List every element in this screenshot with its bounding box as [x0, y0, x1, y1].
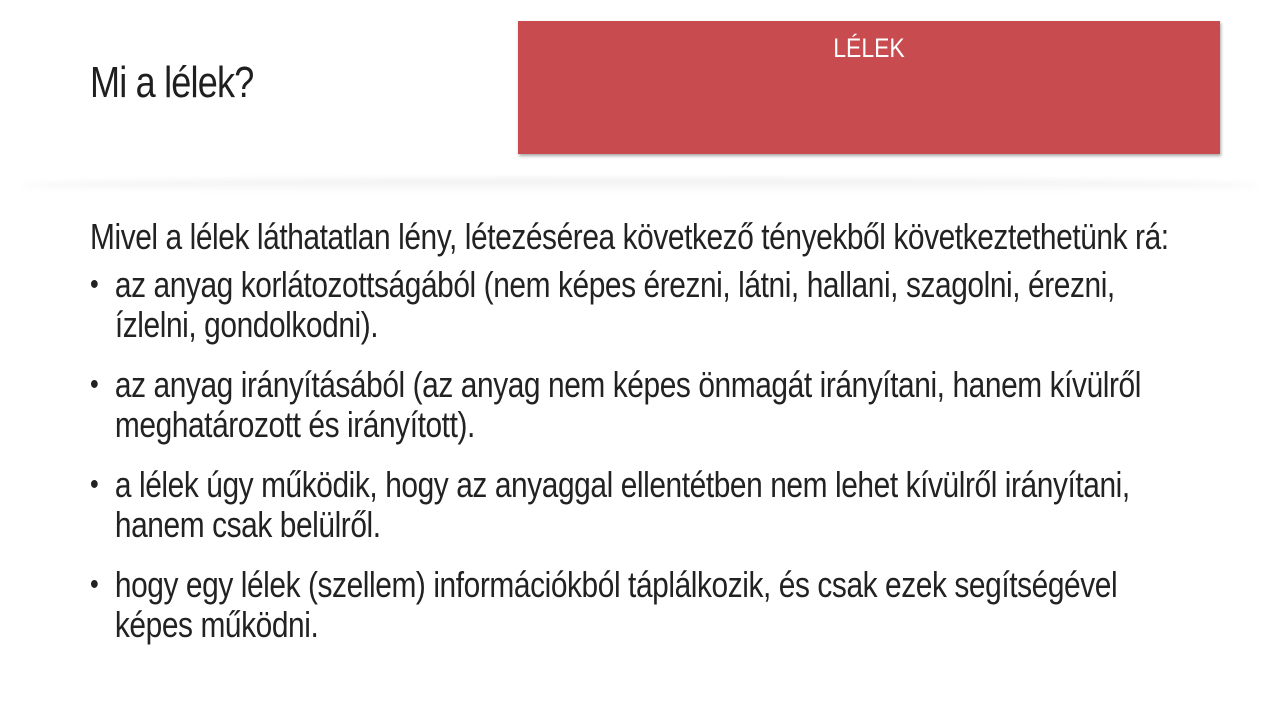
slide-content: [90, 217, 1186, 665]
header-divider-shadow: [20, 178, 1260, 192]
bullet-icon: •: [90, 268, 99, 301]
bullet-text: az anyag irányításából (az anyag nem képes önmagát irányítani, hanem kívülről meghatározott és irányított).: [114, 364, 1141, 445]
bullet-text: az anyag korlátozottságából (nem képes érezni, látni, hallani, szagolni, érezni, ízlelni, gondolkodni).: [114, 264, 1115, 345]
bullet-item: [90, 265, 1186, 345]
bullet-icon: •: [90, 468, 99, 501]
intro-text: Mivel a lélek láthatatlan lény, létezésérea következő tényekből következtethetünk rá:: [90, 216, 1169, 257]
bullet-list: [90, 265, 1186, 645]
bullet-item: [90, 365, 1186, 445]
bullet-text: hogy egy lélek (szellem) információkból táplálkozik, és csak ezek segítségével képes működni.: [114, 564, 1118, 645]
bullet-icon: •: [90, 568, 99, 601]
accent-box: [518, 21, 1220, 154]
slide-title: Mi a lélek?: [90, 58, 254, 107]
bullet-item: [90, 565, 1186, 645]
bullet-item: [90, 465, 1186, 545]
accent-box-label: LÉLEK: [833, 33, 905, 63]
bullet-text: a lélek úgy működik, hogy az anyaggal ellentétben nem lehet kívülről irányítani, hanem csak belülről.: [114, 464, 1130, 545]
bullet-icon: •: [90, 368, 99, 401]
